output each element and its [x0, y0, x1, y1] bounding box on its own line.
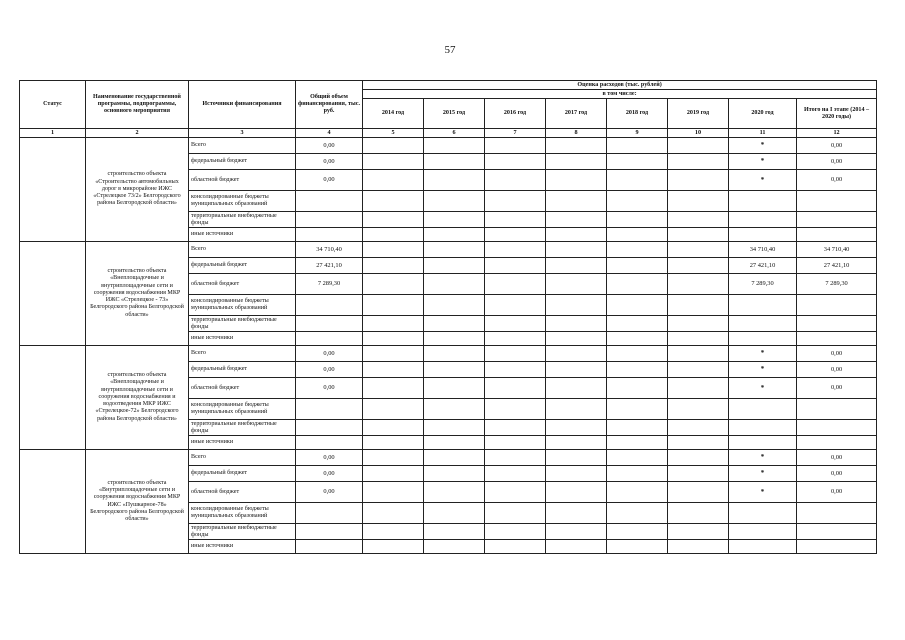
status-cell [20, 346, 86, 450]
year-2020-cell [729, 295, 797, 316]
year-cell [485, 524, 546, 540]
source-label: консолидированные бюджеты муниципальных образований [189, 191, 296, 212]
year-cell [485, 191, 546, 212]
year-cell [607, 540, 668, 554]
year-cell [668, 212, 729, 228]
year-cell [668, 295, 729, 316]
year-cell [546, 524, 607, 540]
year-cell [546, 362, 607, 378]
year-cell [546, 450, 607, 466]
stage-total-cell: 0,00 [797, 450, 877, 466]
year-cell [485, 316, 546, 332]
year-2020-cell [729, 399, 797, 420]
total-volume-cell [296, 212, 363, 228]
year-cell [485, 242, 546, 258]
financing-table [19, 80, 877, 554]
source-label: иные источники [189, 332, 296, 346]
header-year: 2020 год [729, 99, 797, 129]
table-row [20, 450, 877, 466]
table-row [20, 346, 877, 362]
status-cell [20, 242, 86, 346]
year-cell [485, 332, 546, 346]
stage-total-cell [797, 212, 877, 228]
year-cell [668, 316, 729, 332]
year-cell [424, 503, 485, 524]
year-2020-cell: * [729, 450, 797, 466]
year-cell [668, 524, 729, 540]
year-cell [424, 274, 485, 295]
year-cell [424, 212, 485, 228]
year-2020-cell: 34 710,40 [729, 242, 797, 258]
year-cell [668, 274, 729, 295]
year-cell [363, 138, 424, 154]
year-2020-cell [729, 420, 797, 436]
year-cell [424, 450, 485, 466]
year-cell [363, 436, 424, 450]
source-label: Всего [189, 242, 296, 258]
year-cell [363, 482, 424, 503]
year-cell [607, 466, 668, 482]
stage-total-cell: 0,00 [797, 138, 877, 154]
total-volume-cell: 27 421,10 [296, 258, 363, 274]
source-label: иные источники [189, 540, 296, 554]
total-volume-cell [296, 420, 363, 436]
year-cell [485, 154, 546, 170]
column-number: 1 [20, 129, 86, 138]
source-label: иные источники [189, 436, 296, 450]
header-sources: Источники финансирования [189, 81, 296, 129]
total-volume-cell: 0,00 [296, 378, 363, 399]
stage-total-cell: 0,00 [797, 362, 877, 378]
year-cell [546, 228, 607, 242]
year-cell [607, 316, 668, 332]
column-number: 10 [668, 129, 729, 138]
year-cell [485, 212, 546, 228]
year-cell [668, 503, 729, 524]
total-volume-cell: 0,00 [296, 346, 363, 362]
year-cell [363, 466, 424, 482]
year-cell [668, 346, 729, 362]
source-label: Всего [189, 450, 296, 466]
year-cell [485, 466, 546, 482]
year-cell [424, 362, 485, 378]
year-cell [668, 466, 729, 482]
total-volume-cell [296, 228, 363, 242]
column-number: 5 [363, 129, 424, 138]
year-2020-cell: * [729, 378, 797, 399]
year-cell [485, 450, 546, 466]
year-2020-cell [729, 228, 797, 242]
stage-total-cell [797, 295, 877, 316]
year-cell [424, 436, 485, 450]
header-year: 2019 год [668, 99, 729, 129]
stage-total-cell [797, 436, 877, 450]
stage-total-cell: 0,00 [797, 154, 877, 170]
year-cell [607, 420, 668, 436]
year-cell [363, 228, 424, 242]
year-cell [546, 346, 607, 362]
year-cell [424, 295, 485, 316]
header-stage-total: Итого на I этапе (2014 – 2020 годы) [797, 99, 877, 129]
header-total-volume: Общий объем финансирования, тыс. руб. [296, 81, 363, 129]
stage-total-cell [797, 316, 877, 332]
year-cell [607, 212, 668, 228]
stage-total-cell: 7 289,30 [797, 274, 877, 295]
year-2020-cell: * [729, 346, 797, 362]
year-cell [607, 378, 668, 399]
year-cell [607, 436, 668, 450]
source-label: территориальные внебюджетные фонды [189, 316, 296, 332]
year-2020-cell [729, 540, 797, 554]
stage-total-cell: 0,00 [797, 378, 877, 399]
total-volume-cell: 34 710,40 [296, 242, 363, 258]
year-cell [424, 378, 485, 399]
year-2020-cell [729, 316, 797, 332]
year-cell [485, 482, 546, 503]
year-cell [546, 420, 607, 436]
column-number: 9 [607, 129, 668, 138]
column-number: 3 [189, 129, 296, 138]
year-cell [485, 258, 546, 274]
year-cell [607, 242, 668, 258]
year-cell [546, 436, 607, 450]
year-cell [546, 378, 607, 399]
year-cell [424, 346, 485, 362]
year-cell [607, 191, 668, 212]
source-label: консолидированные бюджеты муниципальных образований [189, 295, 296, 316]
header-expense-estimate: Оценка расходов (тыс. рублей) [363, 81, 877, 90]
object-name: строительство объекта «Внеплощадочные и внутриплощадочные сети и сооружения водоснабжения МКР ИЖС «Стрелецкое - 73» Белгородского района Белгородской области» [86, 242, 189, 346]
year-cell [424, 540, 485, 554]
year-cell [485, 170, 546, 191]
year-cell [424, 170, 485, 191]
year-cell [363, 258, 424, 274]
year-cell [668, 399, 729, 420]
year-cell [485, 420, 546, 436]
year-cell [424, 482, 485, 503]
year-cell [668, 242, 729, 258]
year-cell [607, 346, 668, 362]
year-2020-cell: * [729, 138, 797, 154]
year-cell [363, 191, 424, 212]
year-cell [485, 399, 546, 420]
year-cell [546, 295, 607, 316]
source-label: федеральный бюджет [189, 362, 296, 378]
stage-total-cell: 0,00 [797, 346, 877, 362]
total-volume-cell [296, 524, 363, 540]
year-2020-cell [729, 524, 797, 540]
year-cell [485, 503, 546, 524]
table-row [20, 242, 877, 258]
year-cell [668, 420, 729, 436]
year-cell [668, 332, 729, 346]
year-cell [363, 503, 424, 524]
year-cell [424, 138, 485, 154]
year-cell [485, 228, 546, 242]
year-cell [546, 503, 607, 524]
year-cell [485, 436, 546, 450]
year-cell [363, 212, 424, 228]
year-2020-cell: * [729, 154, 797, 170]
year-cell [546, 274, 607, 295]
year-cell [485, 295, 546, 316]
header-status: Статус [20, 81, 86, 129]
year-cell [424, 399, 485, 420]
year-cell [424, 228, 485, 242]
stage-total-cell [797, 191, 877, 212]
year-cell [363, 274, 424, 295]
column-number-row [20, 129, 877, 138]
year-cell [668, 482, 729, 503]
header-program-name: Наименование государственной программы, подпрограммы, основного мероприятия [86, 81, 189, 129]
total-volume-cell: 0,00 [296, 170, 363, 191]
year-cell [485, 346, 546, 362]
table-body [20, 138, 877, 554]
stage-total-cell [797, 503, 877, 524]
year-cell [363, 242, 424, 258]
column-number: 6 [424, 129, 485, 138]
year-cell [363, 420, 424, 436]
total-volume-cell [296, 399, 363, 420]
total-volume-cell: 0,00 [296, 362, 363, 378]
object-name: строительство объекта «Строительство автомобильных дорог в микрорайоне ИЖС «Стрелецкое 73/2» Белгородского района Белгородской области» [86, 138, 189, 242]
year-cell [424, 258, 485, 274]
year-cell [485, 540, 546, 554]
year-cell [363, 540, 424, 554]
year-cell [546, 466, 607, 482]
header-year: 2015 год [424, 99, 485, 129]
total-volume-cell: 0,00 [296, 154, 363, 170]
year-2020-cell [729, 332, 797, 346]
year-cell [546, 258, 607, 274]
total-volume-cell [296, 295, 363, 316]
year-cell [363, 295, 424, 316]
table-row [20, 138, 877, 154]
year-cell [424, 154, 485, 170]
year-2020-cell [729, 191, 797, 212]
year-cell [546, 332, 607, 346]
header-year: 2018 год [607, 99, 668, 129]
year-cell [546, 540, 607, 554]
year-cell [363, 154, 424, 170]
year-cell [668, 362, 729, 378]
object-name: строительство объекта «Внеплощадочные и внутриплощадочные сети и сооружения водоснабжения и водоотведения МКР ИЖС «Стрелецкое-72» Белгородского района Белгородской области» [86, 346, 189, 450]
year-cell [607, 154, 668, 170]
source-label: областной бюджет [189, 170, 296, 191]
year-cell [424, 524, 485, 540]
year-cell [607, 228, 668, 242]
year-cell [485, 274, 546, 295]
source-label: федеральный бюджет [189, 258, 296, 274]
year-cell [546, 482, 607, 503]
source-label: консолидированные бюджеты муниципальных образований [189, 503, 296, 524]
year-cell [668, 378, 729, 399]
year-cell [607, 503, 668, 524]
total-volume-cell: 0,00 [296, 482, 363, 503]
table-header [20, 81, 877, 138]
year-cell [546, 242, 607, 258]
year-cell [607, 258, 668, 274]
year-2020-cell: * [729, 466, 797, 482]
header-year: 2014 год [363, 99, 424, 129]
total-volume-cell [296, 436, 363, 450]
year-cell [546, 316, 607, 332]
year-cell [668, 258, 729, 274]
year-cell [546, 399, 607, 420]
year-cell [668, 138, 729, 154]
year-cell [607, 274, 668, 295]
year-cell [607, 295, 668, 316]
source-label: территориальные внебюджетные фонды [189, 524, 296, 540]
status-cell [20, 450, 86, 554]
year-cell [607, 362, 668, 378]
year-cell [607, 524, 668, 540]
total-volume-cell [296, 191, 363, 212]
year-2020-cell [729, 212, 797, 228]
year-2020-cell: * [729, 362, 797, 378]
source-label: иные источники [189, 228, 296, 242]
year-cell [546, 170, 607, 191]
source-label: Всего [189, 138, 296, 154]
year-cell [363, 362, 424, 378]
year-cell [668, 154, 729, 170]
total-volume-cell: 0,00 [296, 466, 363, 482]
source-label: территориальные внебюджетные фонды [189, 212, 296, 228]
source-label: федеральный бюджет [189, 154, 296, 170]
stage-total-cell: 0,00 [797, 170, 877, 191]
year-cell [363, 524, 424, 540]
stage-total-cell: 0,00 [797, 482, 877, 503]
year-cell [424, 191, 485, 212]
year-cell [668, 170, 729, 191]
column-number: 4 [296, 129, 363, 138]
year-cell [607, 482, 668, 503]
total-volume-cell [296, 316, 363, 332]
year-cell [546, 191, 607, 212]
year-cell [546, 212, 607, 228]
source-label: областной бюджет [189, 378, 296, 399]
column-number: 12 [797, 129, 877, 138]
year-2020-cell: * [729, 170, 797, 191]
source-label: территориальные внебюджетные фонды [189, 420, 296, 436]
header-year: 2016 год [485, 99, 546, 129]
year-cell [668, 191, 729, 212]
year-cell [485, 378, 546, 399]
stage-total-cell [797, 540, 877, 554]
year-2020-cell: 27 421,10 [729, 258, 797, 274]
year-2020-cell [729, 436, 797, 450]
stage-total-cell [797, 420, 877, 436]
total-volume-cell [296, 540, 363, 554]
column-number: 7 [485, 129, 546, 138]
header-year: 2017 год [546, 99, 607, 129]
year-cell [424, 332, 485, 346]
total-volume-cell: 0,00 [296, 138, 363, 154]
source-label: федеральный бюджет [189, 466, 296, 482]
column-number: 11 [729, 129, 797, 138]
source-label: областной бюджет [189, 482, 296, 503]
source-label: Всего [189, 346, 296, 362]
year-cell [607, 332, 668, 346]
year-cell [363, 332, 424, 346]
year-cell [607, 170, 668, 191]
year-2020-cell [729, 503, 797, 524]
year-cell [424, 420, 485, 436]
year-2020-cell: 7 289,30 [729, 274, 797, 295]
status-cell [20, 138, 86, 242]
stage-total-cell: 34 710,40 [797, 242, 877, 258]
year-cell [546, 154, 607, 170]
year-cell [668, 540, 729, 554]
object-name: строительство объекта «Внутриплощадочные сети и сооружения водоснабжения МКР ИЖС «Пушкарное-78» Белгородского района Белгородской области» [86, 450, 189, 554]
year-2020-cell: * [729, 482, 797, 503]
header-including: в том числе: [363, 90, 877, 99]
year-cell [363, 316, 424, 332]
year-cell [363, 170, 424, 191]
stage-total-cell [797, 399, 877, 420]
stage-total-cell: 0,00 [797, 466, 877, 482]
year-cell [424, 242, 485, 258]
total-volume-cell: 0,00 [296, 450, 363, 466]
year-cell [424, 316, 485, 332]
year-cell [607, 399, 668, 420]
source-label: консолидированные бюджеты муниципальных образований [189, 399, 296, 420]
year-cell [668, 436, 729, 450]
year-cell [363, 450, 424, 466]
stage-total-cell [797, 524, 877, 540]
page-number: 57 [444, 44, 456, 56]
year-cell [546, 138, 607, 154]
column-number: 2 [86, 129, 189, 138]
year-cell [485, 138, 546, 154]
year-cell [363, 378, 424, 399]
source-label: областной бюджет [189, 274, 296, 295]
year-cell [607, 138, 668, 154]
year-cell [424, 466, 485, 482]
stage-total-cell [797, 228, 877, 242]
year-cell [485, 362, 546, 378]
year-cell [668, 228, 729, 242]
year-cell [363, 346, 424, 362]
stage-total-cell [797, 332, 877, 346]
stage-total-cell: 27 421,10 [797, 258, 877, 274]
column-number: 8 [546, 129, 607, 138]
total-volume-cell: 7 289,30 [296, 274, 363, 295]
total-volume-cell [296, 503, 363, 524]
year-cell [607, 450, 668, 466]
year-cell [668, 450, 729, 466]
year-cell [363, 399, 424, 420]
total-volume-cell [296, 332, 363, 346]
